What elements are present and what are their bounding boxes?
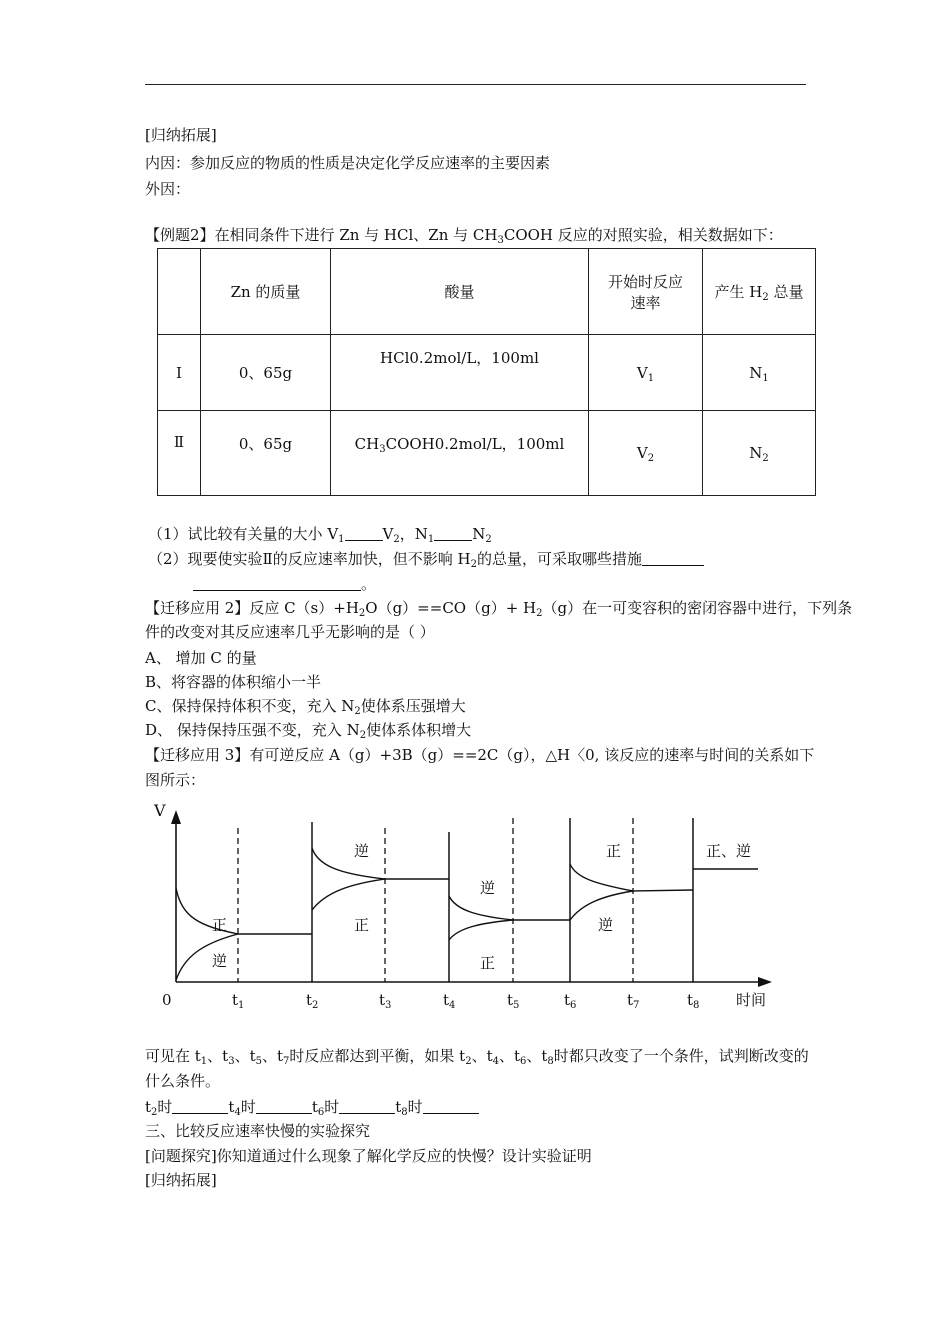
q1-b: V	[382, 525, 394, 543]
row-n	[703, 411, 816, 496]
sub: 2	[647, 453, 655, 464]
tick-label-t2: $t_2$	[306, 991, 319, 1011]
row-zn: 0、65g	[201, 411, 331, 496]
c-b: 使体系压强增大	[360, 697, 466, 715]
q1-a: （1）试比较有关量的大小 V	[148, 525, 339, 543]
t: t	[228, 1098, 235, 1116]
suffix: 时	[240, 1098, 256, 1116]
blank-field[interactable]	[345, 526, 383, 541]
label-reverse: 逆	[354, 842, 370, 860]
v: V	[636, 444, 648, 462]
reverse-rate-curve-3	[449, 896, 570, 920]
ch: 、t	[526, 1047, 548, 1065]
blank-field[interactable]	[193, 576, 361, 591]
t: t	[395, 1098, 402, 1116]
h: 产生 H	[714, 283, 763, 301]
sub: 2	[762, 292, 769, 303]
header-h2	[703, 249, 816, 335]
table-header-row	[158, 249, 816, 335]
blank-field[interactable]	[256, 1099, 312, 1114]
q1-d: N	[472, 525, 486, 543]
label-forward: 正	[480, 954, 496, 972]
d-b: 使体系体积增大	[366, 721, 472, 739]
transfer2-stem	[145, 598, 852, 618]
sub: 2	[358, 608, 366, 619]
tick-labels	[232, 991, 699, 1011]
blank-field[interactable]	[172, 1099, 228, 1114]
forward-rate-curve-3	[449, 920, 513, 940]
tick-label-t8: $t_8$	[687, 991, 700, 1011]
transfer2-stem-line2: 件的改变对其反应速率几乎无影响的是（ ）	[145, 623, 435, 641]
t: t	[145, 1098, 152, 1116]
row-no: Ⅰ	[158, 335, 201, 411]
suffix: 时	[407, 1098, 423, 1116]
sub: 2	[151, 1107, 158, 1118]
conclusion-line2: 什么条件。	[145, 1072, 221, 1090]
reverse-rate-curve-1	[176, 934, 238, 980]
blank-field[interactable]	[434, 526, 472, 541]
n: N	[749, 444, 763, 462]
header-zn: Zn 的质量	[201, 249, 331, 335]
tick-label-t7: $t_7$	[627, 991, 640, 1011]
reverse-rate-curve-4	[570, 890, 693, 920]
cd: 、t	[261, 1047, 284, 1065]
header-rate-l2: 速率	[630, 293, 661, 312]
example2-label: 【例题2】	[145, 226, 215, 244]
sub: 2	[393, 534, 400, 545]
cb: 、t	[207, 1047, 229, 1065]
sub: 1	[200, 1056, 208, 1067]
sub: 4	[234, 1107, 241, 1118]
row-v	[589, 335, 703, 411]
header-acid: 酸量	[331, 249, 589, 335]
y-arrow	[171, 810, 181, 824]
sub: 3	[379, 444, 386, 455]
sub: 2	[465, 1056, 472, 1067]
internal-factor: 内因：参加反应的物质的性质是决定化学反应速率的主要因素	[145, 154, 551, 172]
transfer3-text: 有可逆反应 A（g）+3B（g）==2C（g），△H〈0, 该反应的速率与时间的关系如下	[249, 746, 815, 764]
blank-field[interactable]	[423, 1099, 479, 1114]
suffix: 时	[157, 1098, 173, 1116]
ci: 时都只改变了一个条件，试判断改变的	[553, 1047, 809, 1065]
blank-field[interactable]	[339, 1099, 395, 1114]
sub: 1	[762, 372, 769, 384]
sub: 7	[283, 1056, 290, 1067]
sub: 2	[762, 453, 769, 464]
y-label: V	[154, 801, 166, 820]
sub: 3	[497, 235, 504, 246]
total: 总量	[768, 283, 804, 301]
x-label: 时间	[736, 991, 767, 1009]
heading-summary: [归纳拓展]	[145, 126, 217, 144]
heading-summary-end: [归纳拓展]	[145, 1171, 217, 1189]
ca: 可见在 t	[145, 1047, 201, 1065]
row-n	[703, 335, 816, 411]
label-forward: 正	[606, 842, 622, 860]
question-2	[148, 549, 704, 569]
tick-label-t4: $t_4$	[443, 991, 456, 1011]
sub: 1	[427, 534, 435, 545]
ch: CH	[354, 435, 380, 453]
sub: 1	[647, 372, 655, 384]
sub: 4	[492, 1056, 499, 1067]
label-forward-reverse: 正、逆	[706, 842, 752, 860]
header-blank	[158, 249, 201, 335]
sub: 2	[354, 706, 361, 717]
tick-label-t3: $t_3$	[379, 991, 392, 1011]
cf: 、t	[471, 1047, 493, 1065]
d-a: D、 保持保持压强不变，充入 N	[145, 721, 360, 739]
reverse-rate-curve-2	[312, 848, 449, 879]
row-no: Ⅱ	[158, 411, 201, 496]
n: N	[749, 363, 763, 382]
sub: 2	[470, 559, 477, 570]
tick-label-t5: $t_5$	[507, 991, 520, 1011]
table-row	[158, 411, 816, 496]
t2b: O（g）==CO（g）+ H	[365, 599, 537, 617]
sub: 6	[520, 1056, 527, 1067]
origin-label: 0	[162, 991, 172, 1009]
ce: 时反应都达到平衡，如果 t	[289, 1047, 466, 1065]
sub: 8	[547, 1056, 554, 1067]
label-forward: 正	[354, 916, 370, 934]
problem-inquiry: [问题探究]你知道通过什么现象了解化学反应的快慢？设计实验证明	[145, 1147, 592, 1165]
label-reverse: 逆	[598, 916, 614, 934]
forward-rate-curve-2	[312, 879, 385, 910]
option-a: A、 增加 C 的量	[145, 649, 257, 667]
top-rule	[145, 84, 806, 85]
table-row	[158, 335, 816, 411]
suffix: 时	[324, 1098, 340, 1116]
q1-c: ，N	[399, 525, 428, 543]
option-c	[145, 696, 466, 716]
sub: 6	[317, 1107, 325, 1118]
period: 。	[361, 575, 377, 593]
c-a: C、保持保持体积不变，充入 N	[145, 697, 355, 715]
sub: 2	[536, 608, 543, 619]
q2-a: （2）现要使实验Ⅱ的反应速率加快，但不影响 H	[148, 550, 471, 568]
transfer2-label: 【迁移应用 2】	[145, 599, 250, 617]
header-rate	[589, 249, 703, 335]
question-2-line2	[193, 574, 376, 594]
rate-time-chart	[140, 798, 780, 1018]
sub: 8	[401, 1107, 408, 1118]
sub: 2	[359, 730, 367, 741]
label-reverse: 逆	[212, 952, 228, 970]
cg: 、t	[498, 1047, 521, 1065]
t: t	[311, 1098, 318, 1116]
sub: 5	[255, 1056, 262, 1067]
cc: 、t	[234, 1047, 256, 1065]
sub: 2	[485, 534, 492, 545]
option-d	[145, 720, 471, 740]
label-forward: 正	[212, 916, 228, 934]
external-factor: 外因：	[145, 180, 191, 198]
example2-text-b: COOH 反应的对照实验，相关数据如下：	[503, 226, 783, 244]
example2-text: 在相同条件下进行 Zn 与 HCl、Zn 与 CH	[214, 226, 498, 244]
t2a: 反应 C（s）+H	[249, 599, 359, 617]
q2-b: 的总量，可采取哪些措施	[476, 550, 642, 568]
question-1	[148, 524, 492, 544]
transfer3-label: 【迁移应用 3】	[145, 746, 250, 764]
row-v	[589, 411, 703, 496]
label-reverse: 逆	[480, 879, 496, 897]
x-arrow	[758, 977, 772, 987]
acid-rest: COOH0.2mol/L，100ml	[385, 435, 565, 453]
row-acid: HCl0.2mol/L，100ml	[331, 335, 589, 411]
sub: 1	[338, 534, 345, 545]
option-b: B、将容器的体积缩小一半	[145, 673, 322, 691]
v: V	[636, 363, 648, 382]
row-zn: 0、65g	[201, 335, 331, 411]
fill-blanks	[145, 1097, 479, 1117]
row-acid	[331, 411, 589, 496]
forward-rate-curve-1	[176, 888, 312, 934]
section-3-title: 三、比较反应速率快慢的实验探究	[145, 1122, 371, 1140]
blank-field[interactable]	[642, 551, 704, 566]
data-table	[157, 248, 816, 496]
t2c: （g）在一可变容积的密闭容器中进行，下列条	[542, 599, 853, 617]
header-rate-l1: 开始时反应	[607, 272, 683, 291]
transfer3-stem	[145, 745, 814, 765]
tick-label-t1: $t_1$	[232, 991, 245, 1011]
transfer3-stem-line2: 图所示：	[145, 771, 206, 789]
forward-rate-curve-4	[570, 864, 633, 891]
example2-intro	[145, 225, 783, 245]
sub: 3	[228, 1056, 235, 1067]
tick-label-t6: $t_6$	[564, 991, 577, 1011]
conclusion	[145, 1046, 809, 1066]
